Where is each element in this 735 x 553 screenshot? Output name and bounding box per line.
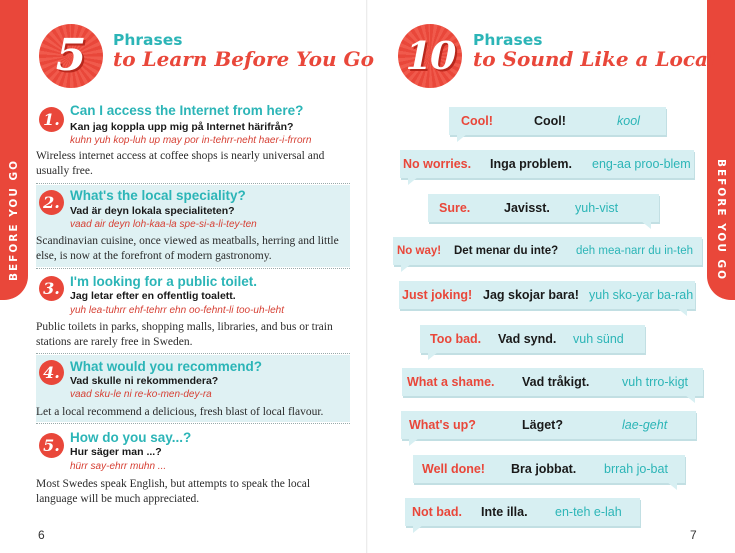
bubble-english: No way! bbox=[397, 245, 442, 257]
divider bbox=[36, 353, 350, 354]
side-tab-right bbox=[707, 0, 735, 300]
phrase-bubble bbox=[428, 194, 659, 222]
phrase-swedish: Hur säger man ...? bbox=[70, 446, 162, 458]
phrase-bubble bbox=[420, 325, 645, 353]
badge-number: 10 bbox=[405, 33, 455, 78]
divider bbox=[36, 423, 350, 424]
phrase-bubble bbox=[399, 281, 695, 309]
phrase-pronunciation: kuhn yuh kop-luh up may por in-tehrr-neht haer-i-frrorn bbox=[70, 135, 312, 146]
bubble-english: What a shame. bbox=[407, 375, 495, 389]
bubble-english: Cool! bbox=[461, 114, 493, 128]
bubble-english: Not bad. bbox=[412, 505, 462, 519]
phrase-description: Wireless internet access at coffee shops is nearly universal and usually free. bbox=[36, 150, 325, 177]
heading-small: Phrases bbox=[113, 31, 183, 49]
bubble-english: Just joking! bbox=[402, 288, 473, 302]
bubble-english: Sure. bbox=[439, 201, 471, 215]
bubble-english: Well done! bbox=[422, 462, 485, 476]
item-number-badge: 2. bbox=[39, 190, 64, 215]
page-number-right: 7 bbox=[690, 528, 697, 542]
phrase-question: How do you say...? bbox=[70, 430, 192, 445]
bubble-swedish: Jag skojar bara! bbox=[483, 288, 579, 302]
phrase-bubble bbox=[413, 455, 685, 483]
phrase-question: What's the local speciality? bbox=[70, 188, 246, 203]
heading-big: to Sound Like a Local bbox=[473, 47, 716, 71]
bubble-swedish: Bra jobbat. bbox=[511, 462, 577, 476]
item-number-badge: 3. bbox=[39, 276, 64, 301]
bubble-pronunciation: en-teh e-lah bbox=[555, 505, 622, 519]
phrase-question: Can I access the Internet from here? bbox=[70, 103, 304, 118]
side-tab-left bbox=[0, 0, 28, 300]
phrase-description: Let a local recommend a delicious, fresh blast of local flavour. bbox=[36, 406, 324, 418]
bubble-english: What's up? bbox=[409, 418, 476, 432]
bubble-swedish: Vad synd. bbox=[498, 332, 557, 346]
phrase-pronunciation: vaad air deyn loh-kaa-la spe-si-a-li-tey-ten bbox=[70, 219, 257, 230]
phrase-bubble bbox=[400, 150, 694, 178]
phrase-item bbox=[36, 185, 350, 267]
bubble-english: No worries. bbox=[403, 157, 472, 171]
bubble-swedish: Inte illa. bbox=[481, 505, 528, 519]
phrase-question: I'm looking for a public toilet. bbox=[70, 274, 257, 289]
bubble-pronunciation: brrah jo-bat bbox=[604, 462, 668, 476]
badge-number: 5 bbox=[55, 30, 87, 81]
bubble-pronunciation: vuh trro-kigt bbox=[622, 375, 688, 389]
item-number-badge: 1. bbox=[39, 107, 64, 132]
item-number-badge: 4. bbox=[39, 360, 64, 385]
side-tab-label: BEFORE YOU GO bbox=[8, 158, 20, 282]
number-badge-ten bbox=[398, 24, 462, 88]
bubble-swedish: Javisst. bbox=[504, 201, 550, 215]
bubble-swedish: Det menar du inte? bbox=[454, 245, 559, 257]
divider bbox=[36, 268, 350, 269]
phrase-bubble bbox=[449, 107, 666, 135]
phrase-description: Public toilets in parks, shopping malls, libraries, and bus or train stations are rarely free in Sweden. bbox=[36, 321, 333, 348]
page-gutter bbox=[366, 0, 368, 553]
bubble-pronunciation: deh mea-narr du in-teh bbox=[576, 245, 693, 257]
bubble-swedish: Vad tråkigt. bbox=[522, 375, 590, 389]
phrase-bubble bbox=[402, 368, 703, 396]
bubble-pronunciation: kool bbox=[617, 114, 640, 128]
phrase-item bbox=[36, 270, 350, 352]
bubble-pronunciation: yuh-vist bbox=[575, 201, 619, 215]
phrase-bubble bbox=[405, 498, 640, 526]
bubble-swedish: Läget? bbox=[522, 418, 563, 432]
bubble-english: Too bad. bbox=[430, 332, 482, 346]
bubble-pronunciation: eng-aa proo-blem bbox=[592, 157, 691, 171]
heading-small: Phrases bbox=[473, 31, 543, 49]
phrase-swedish: Jag letar efter en offentlig toalett. bbox=[70, 290, 236, 302]
bubble-pronunciation: yuh sko-yar ba-rah bbox=[589, 288, 694, 302]
phrase-description: Most Swedes speak English, but attempts to speak the local language will be much appreciated. bbox=[36, 478, 311, 505]
phrase-swedish: Vad skulle ni rekommendera? bbox=[70, 375, 219, 387]
phrase-item bbox=[36, 355, 350, 422]
phrase-question: What would you recommend? bbox=[70, 359, 263, 374]
divider bbox=[36, 183, 350, 184]
bubble-pronunciation: vuh sünd bbox=[573, 332, 624, 346]
phrase-item bbox=[36, 100, 350, 182]
bubble-pronunciation: lae-geht bbox=[622, 418, 668, 432]
page-number-left: 6 bbox=[38, 528, 45, 542]
phrase-pronunciation: hürr say-ehrr muhn ... bbox=[70, 461, 167, 472]
bubble-swedish: Inga problem. bbox=[490, 157, 572, 171]
phrase-description: Scandinavian cuisine, once viewed as meatballs, herring and little else, is now at the forefront of modern gastronomy. bbox=[36, 235, 339, 262]
item-number-badge: 5. bbox=[39, 433, 64, 458]
phrase-swedish: Kan jag koppla upp mig på Internet härifrån? bbox=[70, 121, 294, 133]
phrase-bubble bbox=[401, 411, 696, 439]
phrase-bubble bbox=[393, 237, 702, 265]
number-badge-five bbox=[39, 24, 103, 88]
bubble-swedish: Cool! bbox=[534, 114, 566, 128]
heading-big: to Learn Before You Go bbox=[113, 47, 374, 71]
phrase-pronunciation: vaad sku-le ni re-ko-men-dey-ra bbox=[70, 389, 212, 400]
phrase-pronunciation: yuh lea-tuhrr ehf-tehrr ehn oo-fehnt-li too-uh-leht bbox=[70, 305, 285, 316]
side-tab-label: BEFORE YOU GO bbox=[715, 158, 727, 282]
phrase-swedish: Vad är deyn lokala specialiteten? bbox=[70, 205, 235, 217]
phrase-item bbox=[36, 425, 350, 510]
